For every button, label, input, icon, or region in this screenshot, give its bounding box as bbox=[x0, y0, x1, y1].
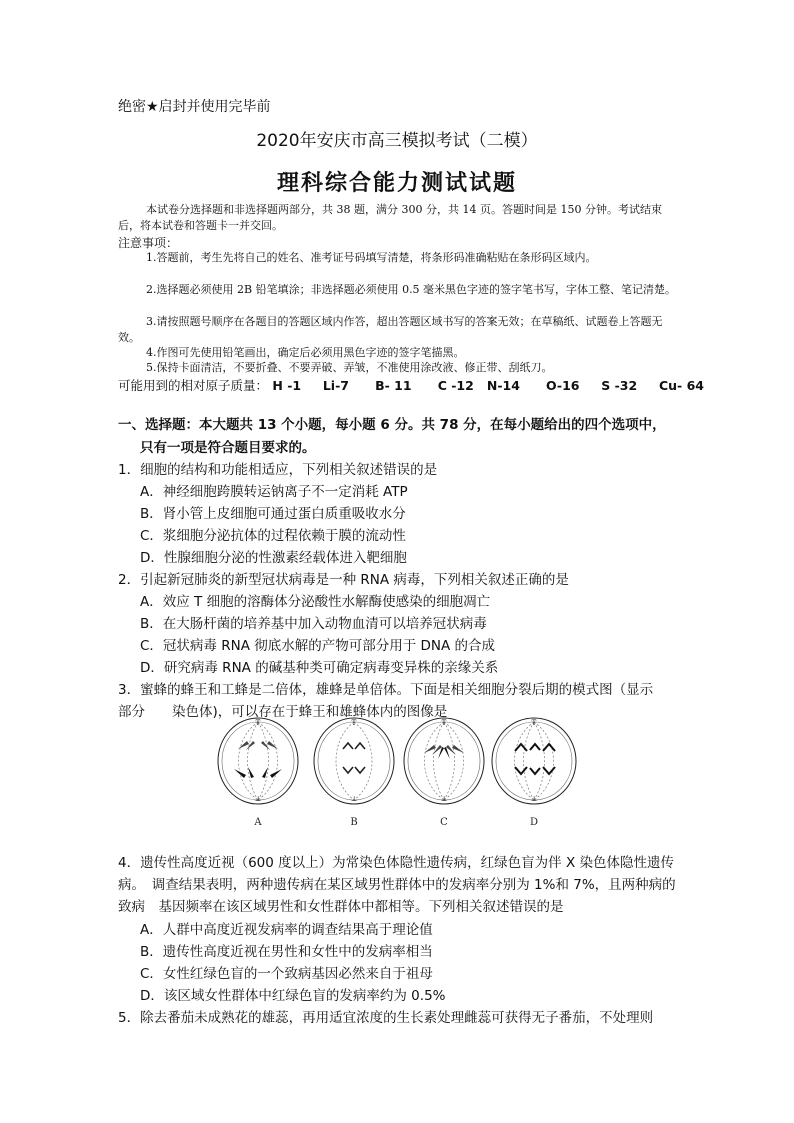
atom-mass: B- 11 bbox=[375, 378, 412, 393]
question-4-stem: 4．遗传性高度近视（600 度以上）为常染色体隐性遗传病，红绿色盲为伴 X 染色体隐性遗传病。 调查结果表明，两种遗传病在某区域男性群体中的发病率分别为 1%和 7%，且两种病的致病 基因频率在该区域男性和女性群体中都相等。下列相关叙述错误的是 bbox=[118, 855, 676, 915]
confidential-mark: 绝密★启封并使用完毕前 bbox=[118, 99, 271, 115]
svg-text:T: T bbox=[351, 719, 357, 727]
question-1-stem: 1．细胞的结构和功能相适应，下列相关叙述错误的是 bbox=[118, 462, 438, 478]
svg-text:T: T bbox=[255, 719, 261, 727]
cell-c-diagram bbox=[404, 718, 484, 804]
figure-label-a: A bbox=[254, 817, 262, 828]
question-1-option-c: C．浆细胞分泌抗体的过程依赖于膜的流动性 bbox=[140, 528, 406, 544]
section-heading: 一、选择题：本大题共 13 个小题，每小题 6 分。共 78 分，在每小题给出的四个选项中， bbox=[118, 417, 666, 433]
note-item: 3.请按照题号顺序在各题目的答题区域内作答，超出答题区域书写的答案无效；在草稿纸、试题卷上答题无效。 bbox=[118, 315, 663, 344]
atomic-masses-label: 可能用到的相对原子质量： bbox=[118, 378, 269, 393]
question-3-stem: 3．蜜蜂的蜂王和工蜂是二倍体，雄蜂是单倍体。下面是相关细胞分裂后期的模式图（显示 bbox=[118, 682, 654, 698]
exam-subtitle: 理科综合能力测试试题 bbox=[276, 170, 517, 196]
atom-mass: C -12 bbox=[437, 378, 474, 393]
atom-mass: Li-7 bbox=[322, 378, 349, 393]
question-2-option-a: A．效应 T 细胞的溶酶体分泌酸性水解酶使感染的细胞凋亡 bbox=[140, 594, 491, 610]
question-3-stem-cont: 部分 染色体)，可以存在于蜂王和雄蜂体内的图像是 bbox=[118, 704, 448, 720]
svg-text:⊥: ⊥ bbox=[530, 795, 538, 803]
question-4-option-d: D．该区域女性群体中红绿色盲的发病率约为 0.5% bbox=[140, 988, 446, 1004]
question-1-option-b: B．肾小管上皮细胞可通过蛋白质重吸收水分 bbox=[140, 506, 406, 522]
question-4-option-b: B．遗传性高度近视在男性和女性中的发病率相当 bbox=[140, 944, 433, 960]
figure-label-d: D bbox=[529, 817, 539, 828]
exam-title: 2020年安庆市高三模拟考试（二模） bbox=[256, 131, 538, 151]
figure-label-c: C bbox=[440, 817, 448, 828]
question-4-option-c: C．女性红绿色盲的一个致病基因必然来自于祖母 bbox=[140, 966, 433, 982]
question-1-option-a: A．神经细胞跨膜转运钠离子不一定消耗 ATP bbox=[140, 484, 408, 500]
svg-text:⊥: ⊥ bbox=[254, 795, 262, 803]
section-heading-cont: 只有一项是符合题目要求的。 bbox=[140, 440, 316, 456]
note-item: 4.作图可先使用铅笔画出，确定后必须用黑色字迹的签字笔描黑。 bbox=[146, 346, 465, 359]
notes-title: 注意事项： bbox=[118, 236, 179, 250]
question-4-option-a: A．人群中高度近视发病率的调查结果高于理论值 bbox=[140, 922, 433, 938]
atom-mass: Cu- 64 bbox=[658, 378, 704, 393]
svg-text:T: T bbox=[441, 719, 447, 727]
atom-mass: O-16 bbox=[546, 378, 580, 393]
svg-text:T: T bbox=[531, 719, 537, 727]
cell-a-diagram bbox=[218, 718, 298, 804]
cell-d-diagram bbox=[492, 718, 576, 804]
svg-text:⊥: ⊥ bbox=[440, 795, 448, 803]
question-1-option-d: D．性腺细胞分泌的性激素经载体进入靶细胞 bbox=[140, 550, 407, 566]
question-2-option-d: D．研究病毒 RNA 的碱基种类可确定病毒变异株的亲缘关系 bbox=[140, 660, 499, 676]
note-item: 2.选择题必须使用 2B 铅笔填涂；非选择题必须使用 0.5 毫米黑色字迹的签字笔书写，字体工整、笔记清楚。 bbox=[146, 283, 677, 296]
question-2-option-c: C．冠状病毒 RNA 彻底水解的产物可部分用于 DNA 的合成 bbox=[140, 638, 496, 654]
note-item: 5.保持卡面清洁，不要折叠、不要弄破、弄皱，不准使用涂改液、修正带、刮纸刀。 bbox=[146, 361, 553, 374]
intro-text: 本试卷分选择题和非选择题两部分，共 38 题，满分 300 分，共 14 页。答题时间是 150 分钟。考试结束后，将本试卷和答题卡一并交回。 bbox=[118, 203, 662, 232]
atomic-masses bbox=[118, 376, 704, 394]
svg-text:⊥: ⊥ bbox=[350, 795, 358, 803]
question-2-stem: 2．引起新冠肺炎的新型冠状病毒是一种 RNA 病毒，下列相关叙述正确的是 bbox=[118, 572, 569, 588]
note-item: 1.答题前，考生先将自己的姓名、准考证号码填写清楚，将条形码准确粘贴在条形码区域内。 bbox=[146, 251, 597, 264]
cell-division-figure bbox=[212, 712, 586, 842]
cell-b-diagram bbox=[314, 718, 394, 804]
question-5-stem: 5．除去番茄未成熟花的雄蕊，再用适宜浓度的生长素处理雌蕊可获得无子番茄，不处理则 bbox=[118, 1010, 654, 1026]
atom-mass: N-14 bbox=[486, 378, 520, 393]
question-2-option-b: B．在大肠杆菌的培养基中加入动物血清可以培养冠状病毒 bbox=[140, 616, 487, 632]
figure-label-b: B bbox=[350, 817, 358, 828]
atom-mass: S -32 bbox=[601, 378, 638, 393]
atom-mass: H -1 bbox=[272, 378, 302, 393]
